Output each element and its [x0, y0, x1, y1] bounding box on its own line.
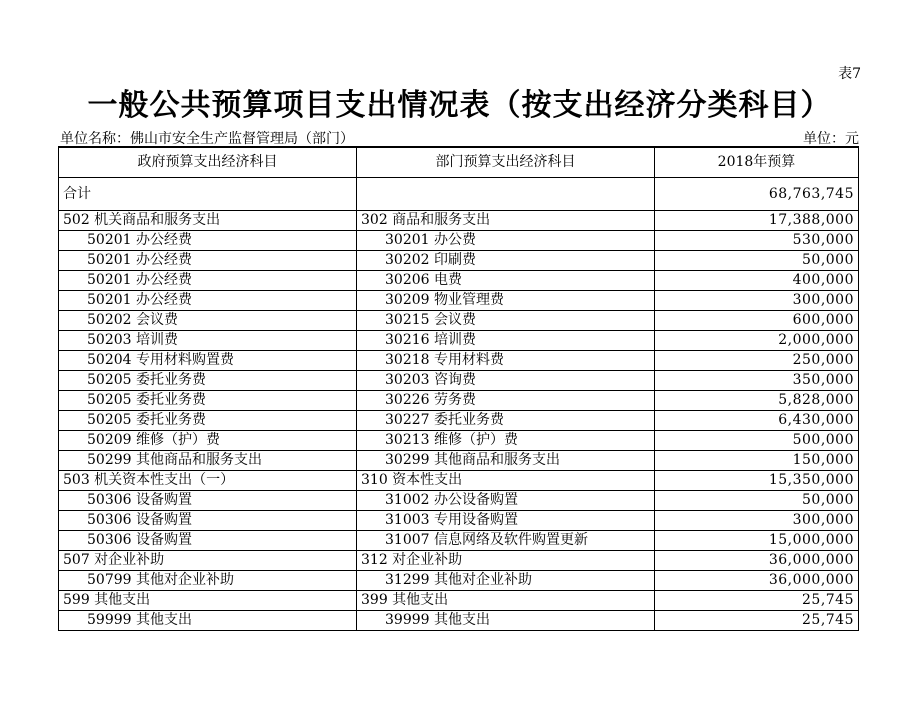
dept-category-cell: 30215 会议费 — [357, 311, 655, 331]
table-row — [59, 591, 859, 611]
gov-category-cell: 50209 维修（护）费 — [59, 431, 357, 451]
amount-cell: 300,000 — [655, 511, 859, 531]
gov-category-cell: 50201 办公经费 — [59, 231, 357, 251]
amount-cell: 5,828,000 — [655, 391, 859, 411]
header-budget-2018: 2018年预算 — [655, 147, 859, 178]
total-label: 合计 — [59, 178, 357, 211]
amount-cell: 36,000,000 — [655, 551, 859, 571]
gov-category-cell: 50203 培训费 — [59, 331, 357, 351]
gov-category-cell: 502 机关商品和服务支出 — [59, 211, 357, 231]
dept-category-cell: 30299 其他商品和服务支出 — [357, 451, 655, 471]
table-row — [59, 311, 859, 331]
dept-category-cell: 302 商品和服务支出 — [357, 211, 655, 231]
table-row — [59, 291, 859, 311]
gov-category-cell: 50201 办公经费 — [59, 251, 357, 271]
dept-category-cell: 30209 物业管理费 — [357, 291, 655, 311]
amount-cell: 600,000 — [655, 311, 859, 331]
header-dept-category: 部门预算支出经济科目 — [357, 147, 655, 178]
table-row — [59, 471, 859, 491]
table-row — [59, 411, 859, 431]
dept-category-cell: 30216 培训费 — [357, 331, 655, 351]
table-row — [59, 431, 859, 451]
gov-category-cell: 507 对企业补助 — [59, 551, 357, 571]
amount-cell: 15,000,000 — [655, 531, 859, 551]
total-amount: 68,763,745 — [655, 178, 859, 211]
amount-cell: 25,745 — [655, 591, 859, 611]
gov-category-cell: 50205 委托业务费 — [59, 391, 357, 411]
page-title: 一般公共预算项目支出情况表（按支出经济分类科目） — [87, 88, 832, 123]
dept-category-cell: 30203 咨询费 — [357, 371, 655, 391]
dept-category-cell: 31299 其他对企业补助 — [357, 571, 655, 591]
table-row — [59, 491, 859, 511]
table-number: 表7 — [838, 66, 861, 82]
budget-table — [58, 146, 859, 631]
amount-cell: 15,350,000 — [655, 471, 859, 491]
amount-cell: 400,000 — [655, 271, 859, 291]
header-gov-category: 政府预算支出经济科目 — [59, 147, 357, 178]
dept-category-cell: 31007 信息网络及软件购置更新 — [357, 531, 655, 551]
dept-category-cell: 31003 专用设备购置 — [357, 511, 655, 531]
table-row — [59, 231, 859, 251]
gov-category-cell: 50202 会议费 — [59, 311, 357, 331]
table-row — [59, 351, 859, 371]
amount-cell: 50,000 — [655, 491, 859, 511]
amount-cell: 250,000 — [655, 351, 859, 371]
dept-category-cell: 310 资本性支出 — [357, 471, 655, 491]
table-row — [59, 271, 859, 291]
amount-cell: 36,000,000 — [655, 571, 859, 591]
table-row — [59, 511, 859, 531]
amount-cell: 25,745 — [655, 611, 859, 631]
dept-category-cell: 31002 办公设备购置 — [357, 491, 655, 511]
gov-category-cell: 503 机关资本性支出（一） — [59, 471, 357, 491]
gov-category-cell: 50306 设备购置 — [59, 531, 357, 551]
gov-category-cell: 50306 设备购置 — [59, 491, 357, 511]
amount-cell: 50,000 — [655, 251, 859, 271]
gov-category-cell: 59999 其他支出 — [59, 611, 357, 631]
amount-cell: 350,000 — [655, 371, 859, 391]
table-row — [59, 451, 859, 471]
table-row — [59, 391, 859, 411]
dept-category-cell: 30226 劳务费 — [357, 391, 655, 411]
total-row — [59, 178, 859, 211]
table-body — [59, 178, 859, 631]
amount-cell: 2,000,000 — [655, 331, 859, 351]
dept-category-cell: 312 对企业补助 — [357, 551, 655, 571]
dept-category-cell: 30213 维修（护）费 — [357, 431, 655, 451]
table-header-row — [59, 147, 859, 178]
gov-category-cell: 50205 委托业务费 — [59, 411, 357, 431]
amount-cell: 6,430,000 — [655, 411, 859, 431]
gov-category-cell: 50299 其他商品和服务支出 — [59, 451, 357, 471]
amount-cell: 300,000 — [655, 291, 859, 311]
table-row — [59, 571, 859, 591]
gov-category-cell: 50799 其他对企业补助 — [59, 571, 357, 591]
amount-cell: 150,000 — [655, 451, 859, 471]
table-row — [59, 331, 859, 351]
table-row — [59, 211, 859, 231]
dept-category-cell: 30227 委托业务费 — [357, 411, 655, 431]
gov-category-cell: 599 其他支出 — [59, 591, 357, 611]
table-row — [59, 551, 859, 571]
amount-cell: 530,000 — [655, 231, 859, 251]
dept-category-cell: 30201 办公费 — [357, 231, 655, 251]
unit-name-label: 单位名称：佛山市安全生产监督管理局（部门） — [60, 131, 354, 147]
table-row — [59, 611, 859, 631]
dept-category-cell: 30202 印刷费 — [357, 251, 655, 271]
gov-category-cell: 50201 办公经费 — [59, 271, 357, 291]
gov-category-cell: 50201 办公经费 — [59, 291, 357, 311]
amount-cell: 17,388,000 — [655, 211, 859, 231]
dept-category-cell: 30218 专用材料费 — [357, 351, 655, 371]
table-row — [59, 251, 859, 271]
table-row — [59, 531, 859, 551]
table-row — [59, 371, 859, 391]
gov-category-cell: 50306 设备购置 — [59, 511, 357, 531]
gov-category-cell: 50204 专用材料购置费 — [59, 351, 357, 371]
total-dept — [357, 178, 655, 211]
dept-category-cell: 399 其他支出 — [357, 591, 655, 611]
amount-cell: 500,000 — [655, 431, 859, 451]
dept-category-cell: 30206 电费 — [357, 271, 655, 291]
dept-category-cell: 39999 其他支出 — [357, 611, 655, 631]
gov-category-cell: 50205 委托业务费 — [59, 371, 357, 391]
currency-unit-label: 单位：元 — [803, 131, 859, 147]
